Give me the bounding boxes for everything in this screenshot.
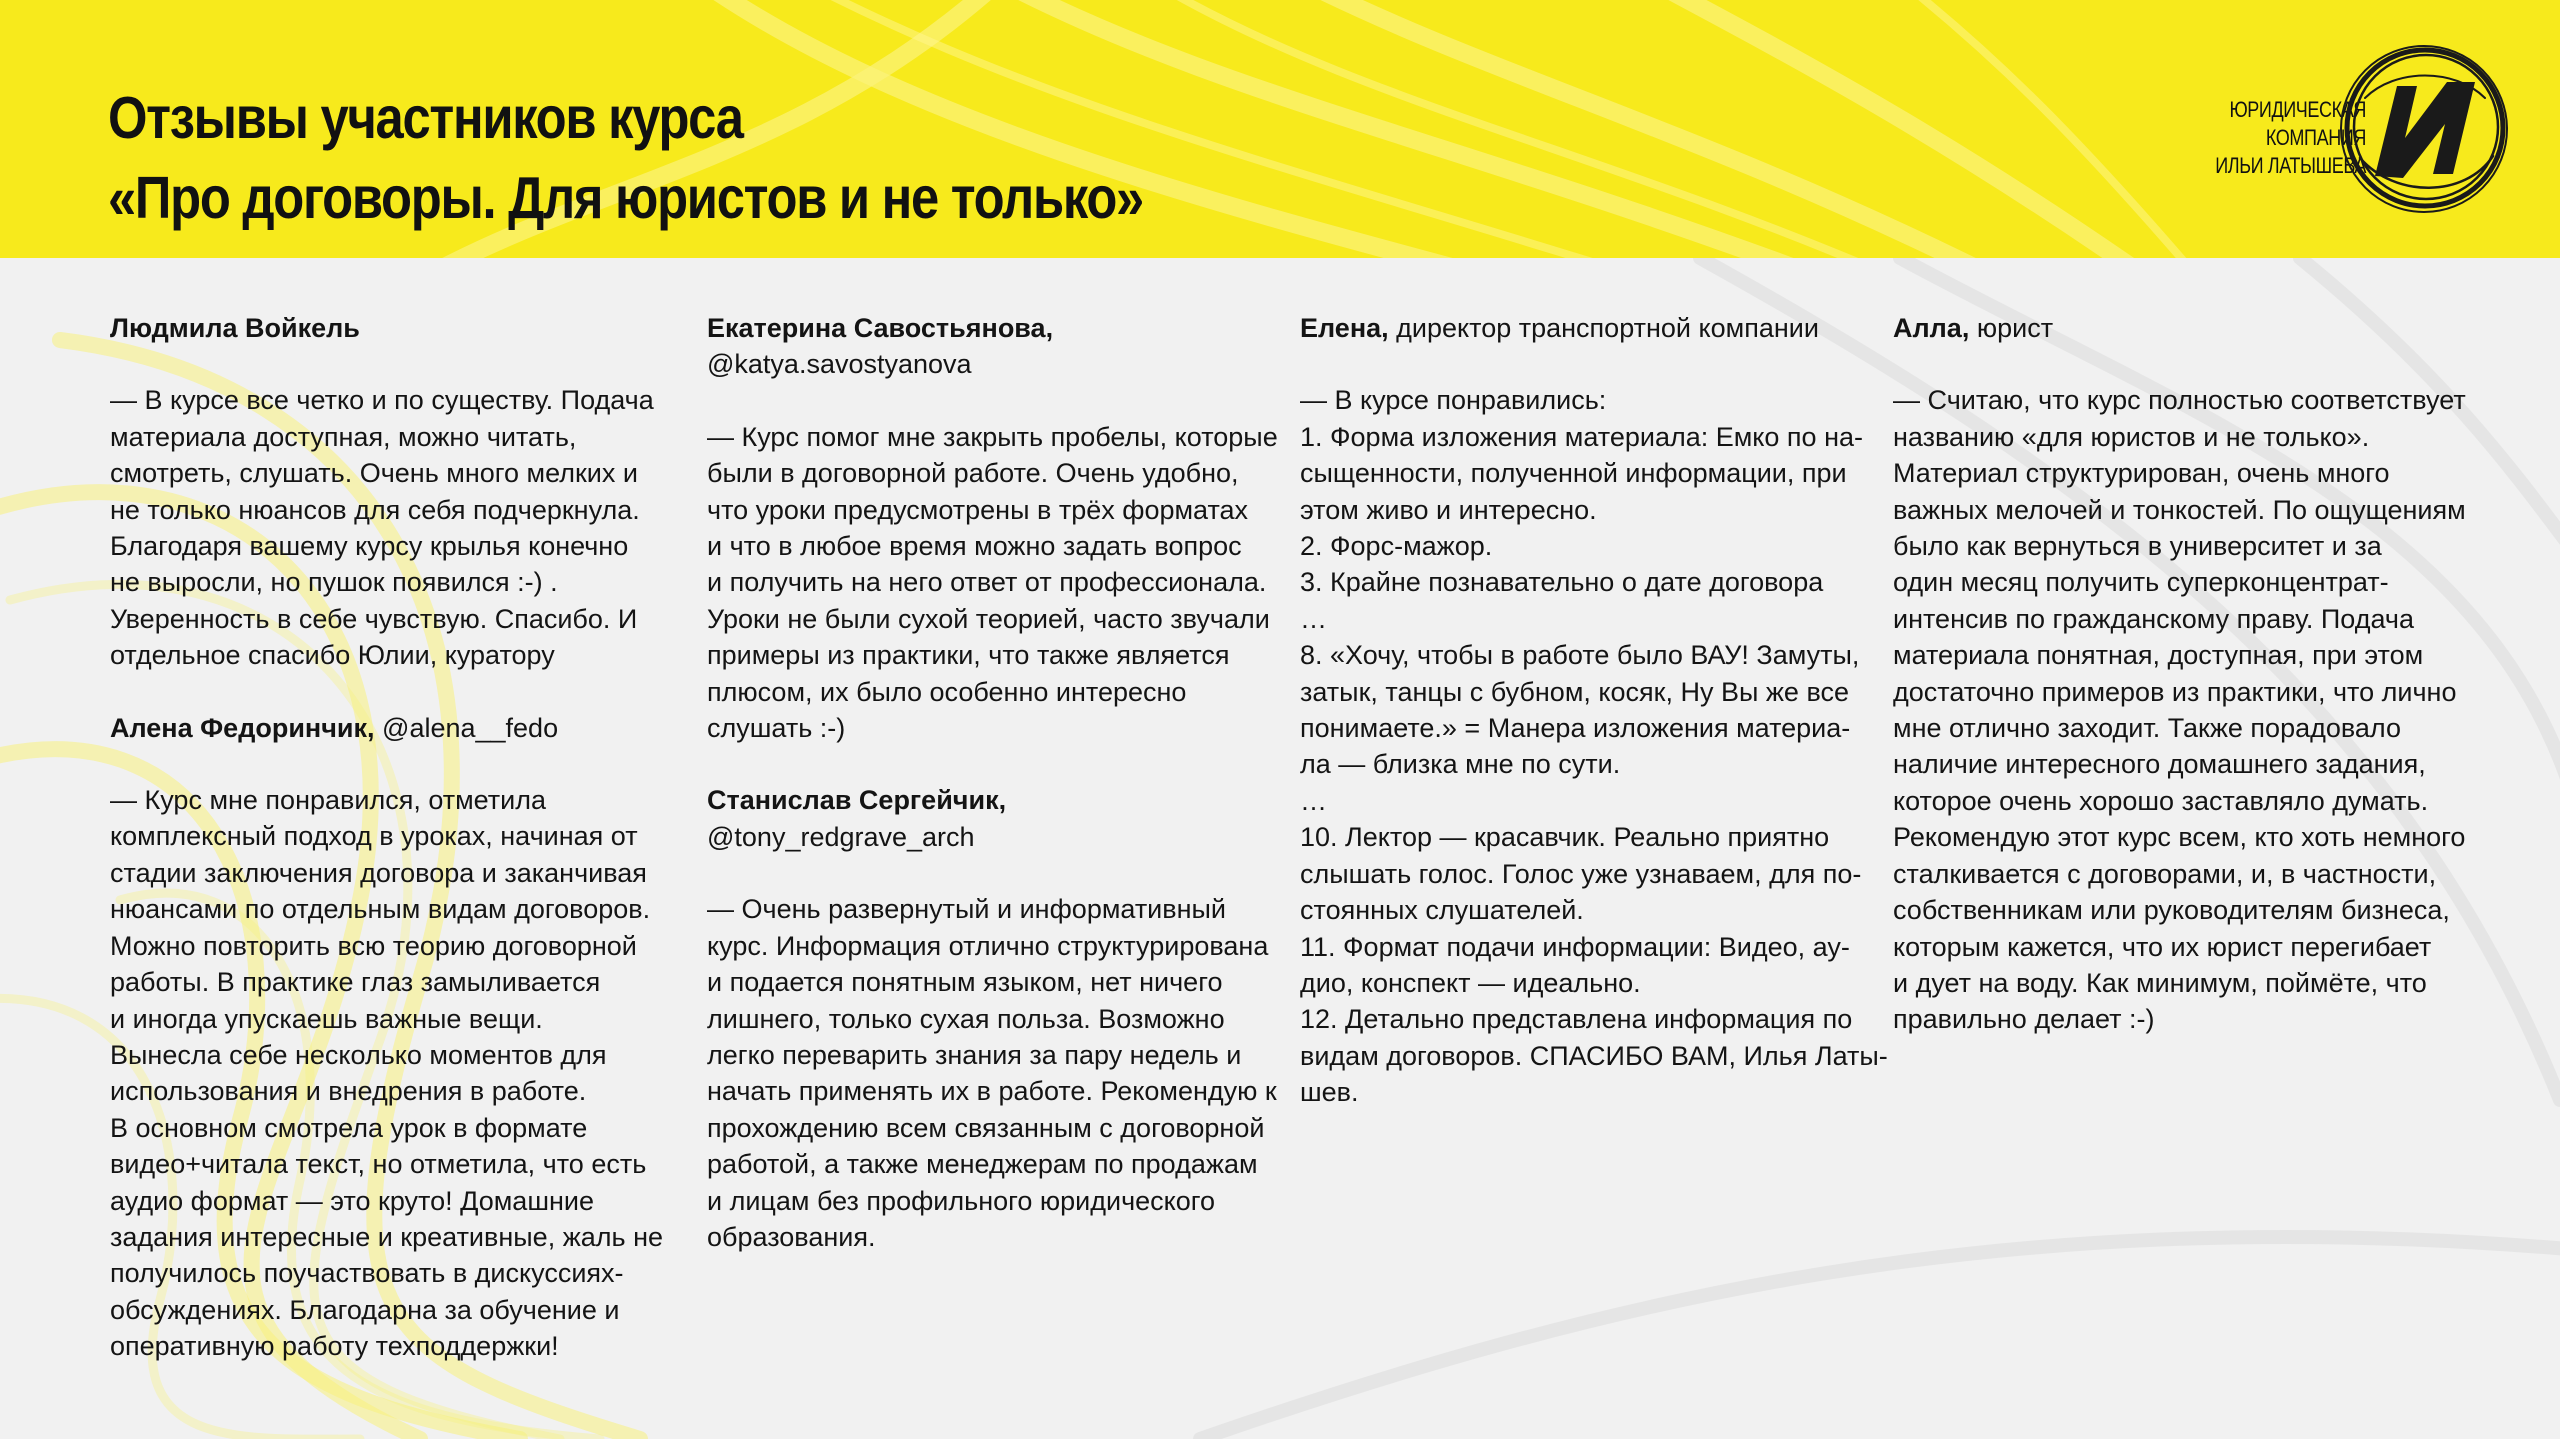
review-line: правильно делает :-) — [1893, 1004, 2155, 1035]
review-line: отдельное спасибо Юлии, куратору — [110, 640, 555, 671]
review-line: — Курс мне понравился, отметила — [110, 785, 547, 816]
review-line: — Курс помог мне закрыть пробелы, которые — [707, 421, 1278, 452]
author-name: Елена, — [1300, 313, 1389, 343]
review-author — [110, 710, 670, 746]
review-line: стоянных слушателей. — [1300, 895, 1584, 926]
author-role: юрист — [1976, 313, 2054, 343]
review-line: видам договоров. СПАСИБО ВАМ, Илья Латы- — [1300, 1040, 1888, 1071]
review-line: задания интересные и креативные, жаль не — [110, 1221, 664, 1252]
review-column-1 — [110, 310, 670, 1401]
review-voykel — [110, 310, 670, 674]
review-elena — [1300, 310, 1888, 1111]
review-line: видео+читала текст, но отметила, что есть — [110, 1149, 647, 1180]
review-text — [110, 382, 670, 673]
review-line: … — [1300, 603, 1327, 634]
review-author — [110, 310, 670, 346]
review-column-3 — [1300, 310, 1888, 1147]
review-line: 12. Детально представлена информация по — [1300, 1004, 1853, 1035]
review-line: не только нюансов для себя подчеркнула. — [110, 494, 640, 525]
review-line: лишнего, только сухая польза. Возможно — [707, 1003, 1225, 1034]
review-line: которым кажется, что их юрист перегибает — [1893, 931, 2432, 962]
review-line: затык, танцы с бубном, косяк, Ну Вы же все — [1300, 676, 1850, 707]
review-author — [707, 782, 1287, 855]
company-name-line-1: ЮРИДИЧЕСКАЯ — [2229, 97, 2366, 122]
review-line: важных мелочей и тонкостей. По ощущениям — [1893, 494, 2466, 525]
review-line: сталкивается с договорами, и, в частности, — [1893, 858, 2437, 889]
review-column-2 — [707, 310, 1287, 1291]
review-line: 1. Форма изложения материала: Емко по на- — [1300, 421, 1863, 452]
review-line: начать применять их в работе. Рекомендую к — [707, 1076, 1277, 1107]
review-line: Рекомендую этот курс всем, кто хоть немного — [1893, 822, 2466, 853]
company-name-line-2: КОМПАНИЯ — [2265, 125, 2366, 150]
review-line: один месяц получить суперконцентрат- — [1893, 567, 2389, 598]
review-line: использования и внедрения в работе. — [110, 1076, 587, 1107]
review-line: получилось поучаствовать в дискуссиях- — [110, 1258, 624, 1289]
review-line: работой, а также менеджерам по продажам — [707, 1149, 1258, 1180]
review-line: названию «для юристов и не только». — [1893, 421, 2370, 452]
review-alla — [1893, 310, 2473, 1038]
review-savostyanova — [707, 310, 1287, 746]
review-line: ла — близка мне по сути. — [1300, 749, 1621, 780]
review-line: которое очень хорошо заставляло думать. — [1893, 785, 2429, 816]
review-fedorinchik — [110, 710, 670, 1365]
review-line: 2. Форс-мажор. — [1300, 531, 1493, 562]
review-text — [1300, 382, 1888, 1110]
review-line: достаточно примеров из практики, что лично — [1893, 676, 2457, 707]
review-line: что уроки предусмотрены в трёх форматах — [707, 494, 1249, 525]
review-line: и подается понятным языком, нет ничего — [707, 967, 1223, 998]
company-name-line-3: ИЛЬИ ЛАТЫШЕВА — [2215, 153, 2366, 178]
review-line: курс. Информация отлично структурирована — [707, 930, 1269, 961]
review-line: аудио формат — это круто! Домашние — [110, 1185, 594, 1216]
review-line: Вынесла себе несколько моментов для — [110, 1039, 607, 1070]
review-line: В основном смотрела урок в формате — [110, 1112, 588, 1143]
review-author — [1300, 310, 1880, 346]
review-line: — В курсе все четко и по существу. Подача — [110, 385, 654, 416]
im-monogram-icon — [2335, 38, 2515, 218]
review-line: легко переварить знания за пару недель и — [707, 1039, 1242, 1070]
author-name: Екатерина Савостьянова, — [707, 313, 1054, 343]
header-banner — [0, 0, 2560, 258]
review-line: материала понятная, доступная, при этом — [1893, 640, 2424, 671]
author-nick: @tony_redgrave_arch — [707, 821, 975, 852]
page-title-line-1: Отзывы участников курса — [108, 85, 743, 151]
review-line: и иногда упускаешь важные вещи. — [110, 1003, 543, 1034]
author-role: директор транспортной компании — [1396, 313, 1819, 343]
review-text — [110, 782, 670, 1365]
review-line: обсуждениях. Благодарна за обучение и — [110, 1294, 620, 1325]
review-line: работы. В практике глаз замыливается — [110, 967, 601, 998]
review-line: 11. Формат подачи информации: Видео, ау- — [1300, 931, 1850, 962]
review-line: и лицам без профильного юридического — [707, 1185, 1216, 1216]
review-line: оперативную работу техподдержки! — [110, 1331, 559, 1362]
review-line: понимаете.» = Манера изложения материа- — [1300, 713, 1851, 744]
review-line: и получить на него ответ от профессионала. — [707, 567, 1267, 598]
review-text — [1893, 382, 2473, 1037]
review-author — [707, 310, 1287, 383]
review-line: 3. Крайне познавательно о дате договора — [1300, 567, 1824, 598]
review-line: 8. «Хочу, чтобы в работе было ВАУ! Замуты, — [1300, 640, 1860, 671]
review-line: нюансами по отдельным видам договоров. — [110, 894, 651, 925]
review-line: 10. Лектор — красавчик. Реально приятно — [1300, 822, 1830, 853]
review-line: стадии заключения договора и заканчивая — [110, 857, 647, 888]
author-name: Людмила Войкель — [110, 313, 360, 343]
page-title-line-2: «Про договоры. Для юристов и не только» — [108, 165, 1143, 231]
author-name: Алла, — [1893, 313, 1970, 343]
review-line: плюсом, их было особенно интересно — [707, 676, 1187, 707]
page-title — [108, 78, 1143, 238]
review-line: прохождению всем связанным с договорной — [707, 1112, 1265, 1143]
review-line: комплексный подход в уроках, начиная от — [110, 821, 638, 852]
review-line: — В курсе понравились: — [1300, 385, 1607, 416]
review-line: Уроки не были сухой теорией, часто звучали — [707, 603, 1270, 634]
review-line: шев. — [1300, 1077, 1359, 1108]
author-separator — [1969, 313, 1977, 343]
review-line: Уверенность в себе чувствую. Спасибо. И — [110, 603, 638, 634]
review-line: Можно повторить всю теорию договорной — [110, 930, 637, 961]
review-line: мне отлично заходит. Также порадовало — [1893, 713, 2402, 744]
review-line: — Считаю, что курс полностью соответствует — [1893, 385, 2466, 416]
review-line: наличие интересного домашнего задания, — [1893, 749, 2426, 780]
review-line: этом живо и интересно. — [1300, 494, 1597, 525]
review-line: Материал структурирован, очень много — [1893, 458, 2390, 489]
review-text — [707, 891, 1287, 1255]
author-name: Станислав Сергейчик, — [707, 785, 1007, 816]
review-line: и дует на воду. Как минимум, поймёте, что — [1893, 967, 2427, 998]
review-line: материала доступная, можно читать, — [110, 421, 577, 452]
review-line: — Очень развернутый и информативный — [707, 894, 1227, 925]
review-line: собственникам или руководителям бизнеса, — [1893, 895, 2450, 926]
review-line: … — [1300, 785, 1327, 816]
review-line: и что в любое время можно задать вопрос — [707, 531, 1242, 562]
review-line: было как вернуться в университет и за — [1893, 531, 2382, 562]
review-line: образования. — [707, 1221, 876, 1252]
review-line: примеры из практики, что также является — [707, 640, 1230, 671]
author-name: Алена Федоринчик, — [110, 712, 375, 743]
reviews-area — [0, 310, 2560, 1410]
review-author — [1893, 310, 2473, 346]
author-nick: @katya.savostyanova — [707, 349, 972, 380]
review-sergeychik — [707, 782, 1287, 1255]
review-line: смотреть, слушать. Очень много мелких и — [110, 458, 638, 489]
review-line: слушать :-) — [707, 713, 846, 744]
review-line: не выросли, но пушок появился :-) . — [110, 567, 558, 598]
review-line: интенсив по гражданскому праву. Подача — [1893, 603, 2414, 634]
author-separator — [375, 713, 383, 743]
review-column-4 — [1893, 310, 2473, 1074]
review-line: дио, конспект — идеально. — [1300, 967, 1641, 998]
review-line: сыщенности, полученной информации, при — [1300, 458, 1847, 489]
author-nick: @alena__fedo — [382, 712, 559, 743]
review-text — [707, 419, 1287, 747]
review-line: Благодаря вашему курсу крылья конечно — [110, 531, 629, 562]
review-line: были в договорной работе. Очень удобно, — [707, 458, 1239, 489]
review-line: слышать голос. Голос уже узнаваем, для по- — [1300, 858, 1862, 889]
